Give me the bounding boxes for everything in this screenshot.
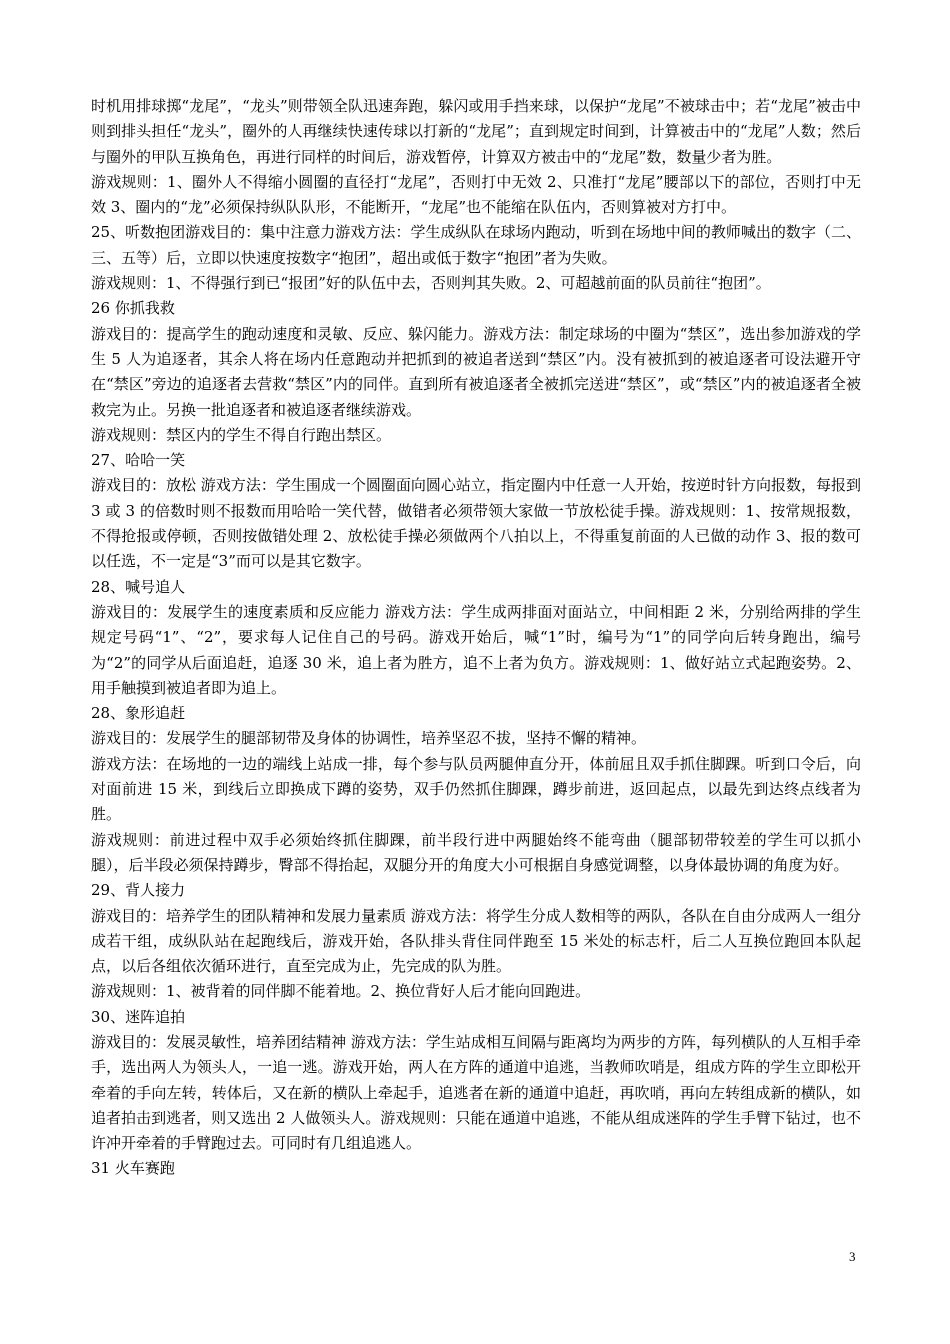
- paragraph: 游戏规则：1、圈外人不得缩小圆圈的直径打“龙尾”，否则打中无效 2、只准打“龙尾”腰部以下的部位，否则打中无效 3、圈内的“龙”必须保持纵队队形，不能断开，“龙尾”也不能缩在队伍内，否则算被对方打中。: [91, 172, 861, 217]
- paragraph: 游戏目的：发展学生的腿部韧带及身体的协调性，培养坚忍不拔，坚持不懈的精神。: [91, 729, 647, 748]
- section-heading: 27、哈哈一笑: [91, 451, 186, 470]
- paragraph: 游戏目的：发展灵敏性，培养团结精神 游戏方法：学生站成相互间隔与距离均为两步的方阵，每列横队的人互相手牵手，选出两人为领头人，一追一逃。游戏开始，两人在方阵的通道中追逃，当教师吹哨是，组成方阵的学生立即松开牵着的手向左转，转体后，又在新的横队上牵起手，追逃者在新的通道中追赶，再吹哨，再向左转组成新的横队，如追者拍击到逃者，则又选出 2 人做领头人。游戏规则：只能在通道中追逃，不能从组成迷阵的学生手臂下钻过，也不许冲开牵着的手臂跑过去。可同时有几组追逃人。: [91, 1032, 861, 1153]
- section-heading: 29、背人接力: [91, 881, 186, 900]
- paragraph: 游戏目的：发展学生的速度素质和反应能力 游戏方法：学生成两排面对面站立，中间相距 2 米，分别给两排的学生规定号码“1”、“2”，要求每人记住自己的号码。游戏开始后，喊“1”时，编号为“1”的同学向后转身跑出，编号为“2”的同学从后面追赶，追逐 30 米，追上者为胜方，追不上者为负方。游戏规则：1、做好站立式起跑姿势。2、用手触摸到被追者即为追上。: [91, 602, 861, 697]
- paragraph: 游戏目的：提高学生的跑动速度和灵敏、反应、躲闪能力。游戏方法：制定球场的中圈为“禁区”，选出参加游戏的学生 5 人为追逐者，其余人将在场内任意跑动并把抓到的被追者送到“禁区”内。没有被抓到的被追逐者可设法避开守在“禁区”旁边的追逐者去营救“禁区”内的同伴。直到所有被追逐者全被抓完送进“禁区”，或“禁区”内的被追逐者全被救完为止。另换一批追逐者和被追逐者继续游戏。: [91, 324, 861, 419]
- paragraph: 时机用排球掷“龙尾”，“龙头”则带领全队迅速奔跑，躲闪或用手挡来球，以保护“龙尾”不被球击中；若“龙尾”被击中则到排头担任“龙头”，圈外的人再继续快速传球以打新的“龙尾”；直到规定时间到，计算被击中的“龙尾”人数；然后与圈外的甲队互换角色，再进行同样的时间后，游戏暂停，计算双方被击中的“龙尾”数，数量少者为胜。: [91, 97, 861, 166]
- paragraph: 游戏目的：放松 游戏方法：学生围成一个圆圈面向圆心站立，指定圈内中任意一人开始，按逆时针方向报数，每报到 3 或 3 的倍数时则不报数而用哈哈一笑代替，做错者必须带领大家做一节放松徒手操。游戏规则：1、按常规报数，不得抢报或停顿，否则按做错处理 2、放松徒手操必须做两个八拍以上，不得重复前面的人已做的动作 3、报的数可以任选，不一定是“3”而可以是其它数字。: [91, 476, 861, 571]
- section-heading: 28、喊号追人: [91, 577, 186, 596]
- section-heading: 26 你抓我救: [91, 299, 175, 318]
- paragraph: 游戏规则：1、不得强行到已“报团”好的队伍中去，否则判其失败。2、可超越前面的队员前往“抱团”。: [91, 274, 771, 293]
- paragraph: 游戏规则：1、被背着的同伴脚不能着地。2、换位背好人后才能向回跑进。: [91, 982, 591, 1001]
- section-heading: 28、象形追赶: [91, 704, 186, 723]
- document-body: [91, 94, 861, 1182]
- section-heading: 31 火车赛跑: [91, 1159, 175, 1178]
- paragraph: 游戏规则：禁区内的学生不得自行跑出禁区。: [91, 425, 392, 444]
- paragraph: 游戏规则：前进过程中双手必须始终抓住脚踝，前半段行进中两腿始终不能弯曲（腿部韧带较差的学生可以抓小腿），后半段必须保持蹲步，臀部不得抬起，双腿分开的角度大小可根据自身感觉调整，以身体最协调的角度为好。: [91, 830, 861, 874]
- paragraph: 25、听数抱团游戏目的：集中注意力游戏方法：学生成纵队在球场内跑动，听到在场地中间的教师喊出的数字（二、三、五等）后，立即以快速度按数字“抱团”，超出或低于数字“抱团”者为失败。: [91, 223, 861, 267]
- paragraph: 游戏方法：在场地的一边的端线上站成一排，每个参与队员两腿伸直分开，体前屈且双手抓住脚踝。听到口令后，向对面前进 15 米，到线后立即换成下蹲的姿势，双手仍然抓住脚踝，蹲步前进，返回起点，以最先到达终点线者为胜。: [91, 754, 861, 824]
- page-number: 3: [849, 1249, 856, 1264]
- paragraph: 游戏目的：培养学生的团队精神和发展力量素质 游戏方法：将学生分成人数相等的两队，各队在自由分成两人一组分成若干组，成纵队站在起跑线后，游戏开始，各队排头背住同伴跑至 15 米处的标志杆，后二人互换位跑回本队起点，以后各组依次循环进行，直至完成为止，先完成的队为胜。: [91, 906, 861, 976]
- section-heading: 30、迷阵追拍: [91, 1007, 186, 1026]
